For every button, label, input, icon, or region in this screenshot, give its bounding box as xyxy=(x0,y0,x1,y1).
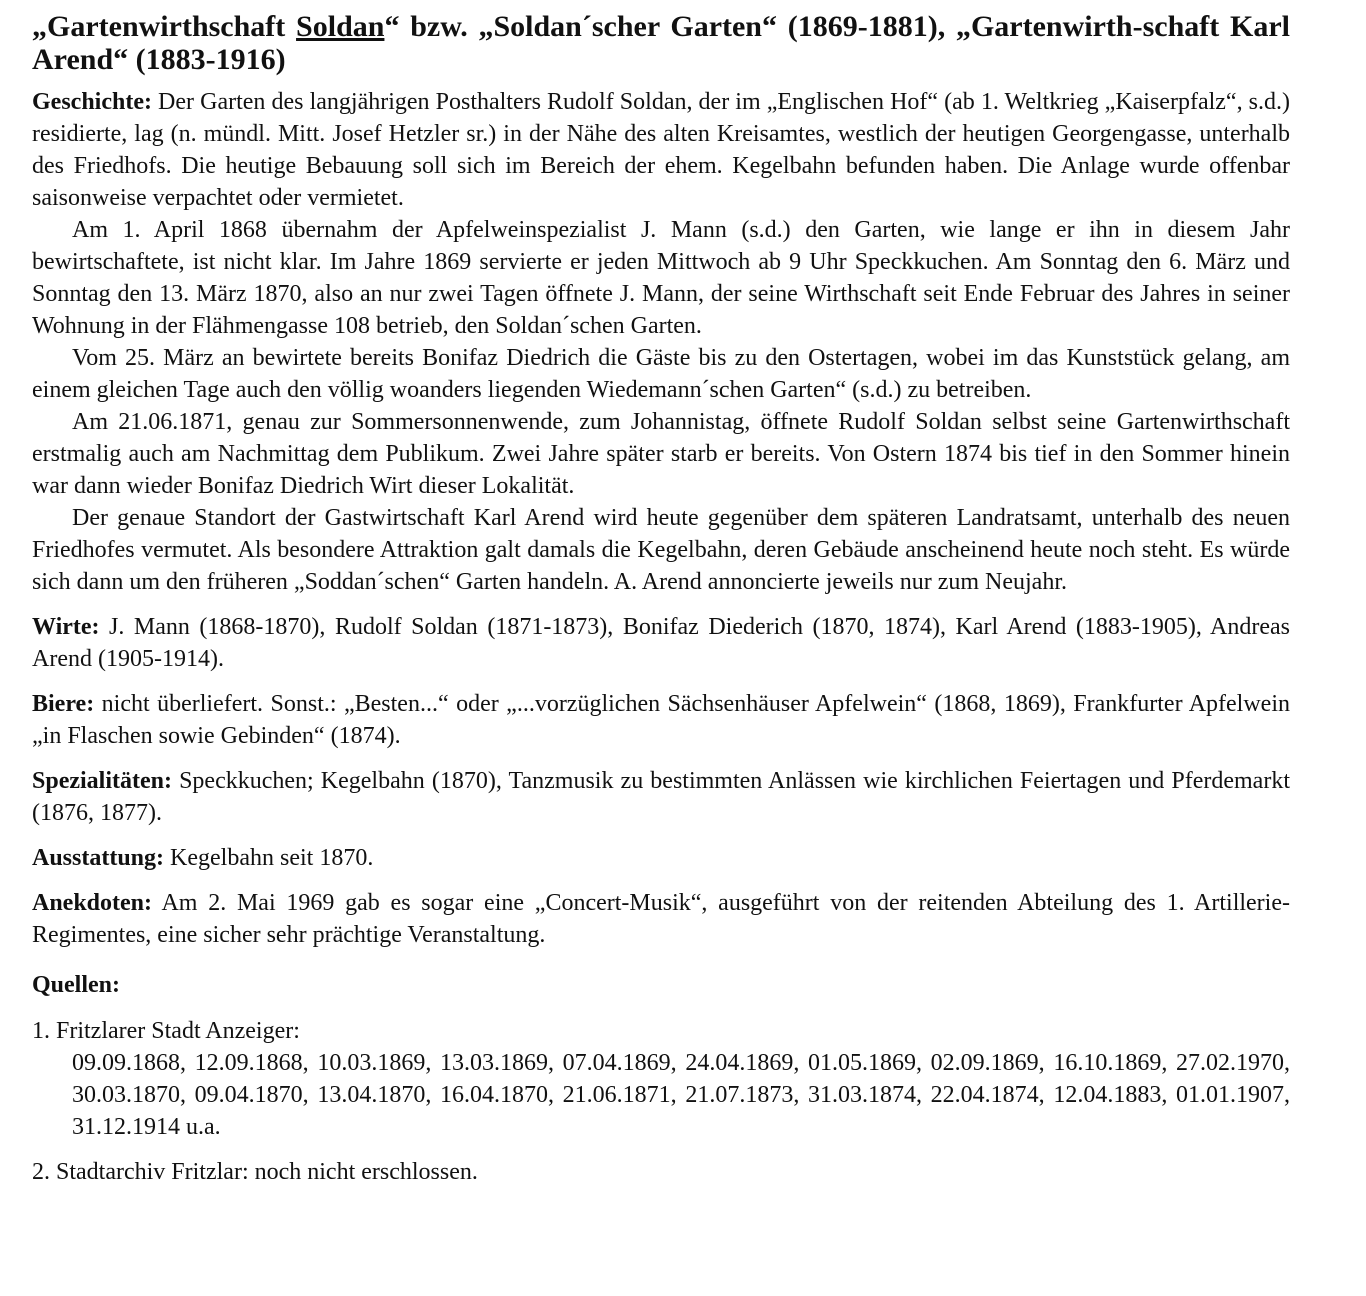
wirte-label: Wirte: xyxy=(32,614,100,640)
section-biere xyxy=(32,688,1290,752)
title-part-1: „Gartenwirthschaft xyxy=(32,10,297,43)
geschichte-label: Geschichte: xyxy=(32,89,152,115)
geschichte-paragraph-4: Am 21.06.1871, genau zur Sommersonnenwende, zum Johannistag, öffnete Rudolf Soldan selbst seine Gartenwirthschaft erstmalig auch am Nachmittag dem Publikum. Zwei Jahre später starb er bereits. Von Ostern 1874 bis tief in den Sommer hinein war dann wieder Bonifaz Diedrich Wirt dieser Lokalität. xyxy=(32,409,1290,499)
biere-paragraph xyxy=(32,688,1290,752)
anekdoten-paragraph xyxy=(32,887,1290,951)
page-title xyxy=(32,10,1290,76)
title-part-3: “ bzw. „Soldan´scher Garten“ (1869-1881), „Gartenwirth-schaft Karl Arend“ (1883-1916) xyxy=(32,10,1290,76)
ausstattung-label: Ausstattung: xyxy=(32,845,165,871)
source-item-1 xyxy=(32,1015,1290,1143)
geschichte-paragraph-1 xyxy=(32,86,1290,214)
source-item-1-dates: 09.09.1868, 12.09.1868, 10.03.1869, 13.03.1869, 07.04.1869, 24.04.1869, 01.05.1869, 02.09.1869, 16.10.1869, 27.02.1970, 30.03.1870, 09.04.1870, 13.04.1870, 16.04.1870, 21.06.1871, 21.07.1873, 31.03.1874, 22.04.1874, 12.04.1883, 01.01.1907, 31.12.1914 u.a. xyxy=(72,1050,1290,1140)
biere-label: Biere: xyxy=(32,691,95,717)
section-anekdoten xyxy=(32,887,1290,951)
biere-text: nicht überliefert. Sonst.: „Besten...“ oder „...vorzüglichen Sächsenhäuser Apfelwein“ (1868, 1869), Frankfurter Apfelwein „in Flaschen sowie Gebinden“ (1874). xyxy=(32,691,1290,749)
title-underlined-name: Soldan xyxy=(296,10,385,43)
wirte-paragraph xyxy=(32,611,1290,675)
geschichte-text-1: Der Garten des langjährigen Posthalters Rudolf Soldan, der im „Englischen Hof“ (ab 1. Weltkrieg „Kaiserpfalz“, s.d.) residierte, lag (n. mündl. Mitt. Josef Hetzler sr.) in der Nähe des alten Kreisamtes, westlich der heutigen Georgengasse, unterhalb des Friedhofs. Die heutige Bebauung soll sich im Bereich der ehem. Kegelbahn befunden haben. Die Anlage wurde offenbar saisonweise verpachtet oder vermietet. xyxy=(32,89,1290,211)
geschichte-paragraph-2: Am 1. April 1868 übernahm der Apfelweinspezialist J. Mann (s.d.) den Garten, wie lange er ihn in diesem Jahr bewirtschaftete, ist nicht klar. Im Jahre 1869 servierte er jeden Mittwoch ab 9 Uhr Speckkuchen. Am Sonntag den 6. März und Sonntag den 13. März 1870, also an nur zwei Tagen öffnete J. Mann, der seine Wirthschaft seit Ende Februar des Jahres in seiner Wohnung in der Flähmengasse 108 betrieb, den Soldan´schen Garten. xyxy=(32,217,1290,339)
section-geschichte xyxy=(32,86,1290,598)
spezialitaeten-paragraph xyxy=(32,765,1290,829)
document-page xyxy=(32,0,1290,1188)
wirte-text: J. Mann (1868-1870), Rudolf Soldan (1871-1873), Bonifaz Diederich (1870, 1874), Karl Arend (1883-1905), Andreas Arend (1905-1914). xyxy=(32,614,1290,672)
ausstattung-paragraph xyxy=(32,842,1290,874)
spezialitaeten-text: Speckkuchen; Kegelbahn (1870), Tanzmusik zu bestimmten Anlässen wie kirchlichen Feiertagen und Pferdemarkt (1876, 1877). xyxy=(32,768,1290,826)
source-item-1-title: 1. Fritzlarer Stadt Anzeiger: xyxy=(32,1018,300,1044)
spezialitaeten-label: Spezialitäten: xyxy=(32,768,172,794)
geschichte-paragraph-3: Vom 25. März an bewirtete bereits Bonifaz Diedrich die Gäste bis zu den Ostertagen, wobei im das Kunststück gelang, am einem gleichen Tage auch den völlig woanders liegenden Wiedemann´schen Garten“ (s.d.) zu betreiben. xyxy=(32,345,1290,403)
geschichte-paragraph-5: Der genaue Standort der Gastwirtschaft Karl Arend wird heute gegenüber dem späteren Landratsamt, unterhalb des neuen Friedhofes vermutet. Als besondere Attraktion galt damals die Kegelbahn, deren Gebäude anscheinend heute noch steht. Es würde sich dann um den früheren „Soddan´schen“ Garten handeln. A. Arend annoncierte jeweils nur zum Neujahr. xyxy=(32,505,1290,595)
quellen-heading: Quellen: xyxy=(32,972,120,998)
section-wirte xyxy=(32,611,1290,675)
source-item-2: 2. Stadtarchiv Fritzlar: noch nicht erschlossen. xyxy=(32,1159,478,1185)
section-spezialitaeten xyxy=(32,765,1290,829)
ausstattung-text: Kegelbahn seit 1870. xyxy=(164,845,374,871)
anekdoten-text: Am 2. Mai 1969 gab es sogar eine „Concert-Musik“, ausgeführt von der reitenden Abteilung des 1. Artillerie-Regimentes, eine sicher sehr prächtige Veranstaltung. xyxy=(32,890,1290,948)
section-ausstattung xyxy=(32,842,1290,874)
anekdoten-label: Anekdoten: xyxy=(32,890,153,916)
